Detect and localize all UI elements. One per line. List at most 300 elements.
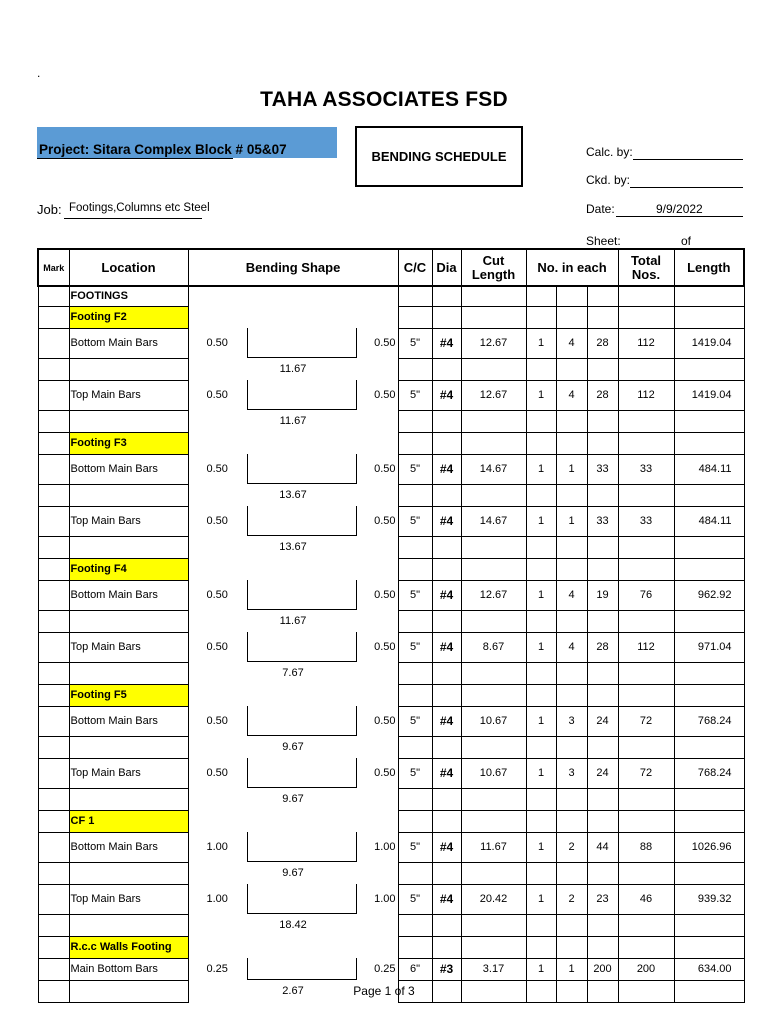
left-hook-length: 0.50 xyxy=(206,515,228,527)
total-nos-line2: Nos. xyxy=(631,266,661,282)
bending-shape-cell xyxy=(188,958,398,980)
cell xyxy=(556,358,587,380)
cut-length-cell: 14.67 xyxy=(461,454,526,484)
section-label: Footing F3 xyxy=(69,432,188,454)
cell xyxy=(398,936,432,958)
bending-shape-cell xyxy=(188,632,398,662)
cell xyxy=(526,810,556,832)
location-cell: Top Main Bars xyxy=(69,506,188,536)
cell xyxy=(188,306,398,328)
cell xyxy=(556,914,587,936)
total-nos-cell: 72 xyxy=(618,758,674,788)
cell xyxy=(432,410,461,432)
cell xyxy=(188,810,398,832)
cell xyxy=(432,736,461,758)
cell xyxy=(526,286,556,306)
cc-cell: 5" xyxy=(398,832,432,862)
no-each-2-cell: 3 xyxy=(556,758,587,788)
bar-row xyxy=(38,706,744,736)
section-label: R.c.c Walls Footing xyxy=(69,936,188,958)
total-nos-cell: 112 xyxy=(618,632,674,662)
project-name: Project: Sitara Complex Block # 05&07 xyxy=(39,142,287,157)
bar-length-row xyxy=(38,536,744,558)
cell xyxy=(587,306,618,328)
no-each-1-cell: 1 xyxy=(526,632,556,662)
cell xyxy=(618,286,674,306)
ckd-by-line xyxy=(630,187,743,188)
mark-cell xyxy=(38,580,69,610)
cell xyxy=(398,536,432,558)
cut-length-line1: Cut xyxy=(482,252,505,268)
cell xyxy=(38,788,69,810)
cell xyxy=(398,914,432,936)
cell xyxy=(432,788,461,810)
cell xyxy=(188,432,398,454)
cell xyxy=(38,936,69,958)
date-label: Date: xyxy=(586,202,615,216)
cut-length-cell: 8.67 xyxy=(461,632,526,662)
cc-cell: 5" xyxy=(398,632,432,662)
cut-length-cell: 20.42 xyxy=(461,884,526,914)
bar-length-row xyxy=(38,862,744,884)
section-label: CF 1 xyxy=(69,810,188,832)
cell xyxy=(618,662,674,684)
bar-row xyxy=(38,884,744,914)
cell xyxy=(587,484,618,506)
total-nos-cell: 46 xyxy=(618,884,674,914)
cell xyxy=(461,536,526,558)
straight-length: 11.67 xyxy=(188,410,398,432)
cell xyxy=(674,536,744,558)
cut-length-cell: 3.17 xyxy=(461,958,526,980)
bar-shape-icon xyxy=(247,832,357,862)
cc-cell: 5" xyxy=(398,454,432,484)
cell xyxy=(556,810,587,832)
cell xyxy=(618,432,674,454)
cell xyxy=(674,788,744,810)
cell xyxy=(556,610,587,632)
total-nos-cell: 112 xyxy=(618,380,674,410)
bending-shape-cell xyxy=(188,706,398,736)
mark-cell xyxy=(38,958,69,980)
cell xyxy=(69,358,188,380)
bar-length-row xyxy=(38,410,744,432)
mark-cell xyxy=(38,328,69,358)
cell xyxy=(526,484,556,506)
location-cell: Bottom Main Bars xyxy=(69,328,188,358)
cell xyxy=(587,736,618,758)
cell xyxy=(674,936,744,958)
cell xyxy=(461,558,526,580)
cell xyxy=(526,662,556,684)
dia-cell: #3 xyxy=(432,958,461,980)
cell xyxy=(526,410,556,432)
right-hook-length: 0.50 xyxy=(374,589,396,601)
bar-shape-icon xyxy=(247,758,357,788)
cell xyxy=(69,410,188,432)
length-cell: 768.24 xyxy=(674,706,744,736)
bending-shape-cell xyxy=(188,506,398,536)
cell xyxy=(526,358,556,380)
cell xyxy=(398,862,432,884)
cell xyxy=(432,558,461,580)
cell xyxy=(461,358,526,380)
cell xyxy=(526,684,556,706)
cell xyxy=(398,684,432,706)
cell xyxy=(587,358,618,380)
cell xyxy=(674,484,744,506)
cc-cell: 5" xyxy=(398,506,432,536)
mark-cell xyxy=(38,884,69,914)
ckd-by-label: Ckd. by: xyxy=(586,173,631,187)
mark-cell xyxy=(38,758,69,788)
cell xyxy=(674,286,744,306)
page-footer: Page 1 of 3 xyxy=(353,984,415,998)
col-cc: C/C xyxy=(398,249,432,286)
cell xyxy=(38,810,69,832)
cell xyxy=(38,862,69,884)
length-cell: 971.04 xyxy=(674,632,744,662)
cell xyxy=(618,810,674,832)
no-each-3-cell: 28 xyxy=(587,632,618,662)
col-location: Location xyxy=(69,249,188,286)
cell xyxy=(461,810,526,832)
project-banner xyxy=(37,127,337,158)
cell xyxy=(526,914,556,936)
no-each-1-cell: 1 xyxy=(526,580,556,610)
cell xyxy=(556,736,587,758)
section-row xyxy=(38,432,744,454)
cut-length-cell: 12.67 xyxy=(461,328,526,358)
cell xyxy=(674,914,744,936)
no-each-1-cell: 1 xyxy=(526,832,556,862)
length-cell: 1419.04 xyxy=(674,380,744,410)
bar-row xyxy=(38,832,744,862)
section-title: FOOTINGS xyxy=(69,286,188,306)
cell xyxy=(398,484,432,506)
no-each-3-cell: 33 xyxy=(587,506,618,536)
cell xyxy=(69,484,188,506)
cell xyxy=(38,684,69,706)
left-hook-length: 1.00 xyxy=(206,893,228,905)
location-cell: Bottom Main Bars xyxy=(69,706,188,736)
cell xyxy=(526,306,556,328)
no-each-3-cell: 23 xyxy=(587,884,618,914)
right-hook-length: 1.00 xyxy=(374,841,396,853)
no-each-2-cell: 4 xyxy=(556,632,587,662)
section-row xyxy=(38,684,744,706)
length-cell: 484.11 xyxy=(674,506,744,536)
cell xyxy=(398,810,432,832)
cut-length-cell: 10.67 xyxy=(461,758,526,788)
cell xyxy=(432,936,461,958)
date-value: 9/9/2022 xyxy=(656,202,703,216)
straight-length: 13.67 xyxy=(188,484,398,506)
cut-length-cell: 11.67 xyxy=(461,832,526,862)
cell xyxy=(556,936,587,958)
bending-shape-cell xyxy=(188,580,398,610)
bending-shape-cell xyxy=(188,832,398,862)
cell xyxy=(432,484,461,506)
no-each-3-cell: 19 xyxy=(587,580,618,610)
dia-cell: #4 xyxy=(432,884,461,914)
cell xyxy=(38,484,69,506)
no-each-2-cell: 4 xyxy=(556,580,587,610)
no-each-1-cell: 1 xyxy=(526,454,556,484)
project-underline xyxy=(37,158,233,159)
cell xyxy=(618,484,674,506)
location-cell: Top Main Bars xyxy=(69,884,188,914)
total-nos-cell: 33 xyxy=(618,506,674,536)
bar-row xyxy=(38,454,744,484)
bar-length-row xyxy=(38,662,744,684)
dia-cell: #4 xyxy=(432,758,461,788)
cell xyxy=(38,662,69,684)
cell xyxy=(398,662,432,684)
length-cell: 962.92 xyxy=(674,580,744,610)
cell xyxy=(526,936,556,958)
cell xyxy=(618,736,674,758)
cell xyxy=(587,610,618,632)
right-hook-length: 0.25 xyxy=(374,963,396,975)
length-cell: 1026.96 xyxy=(674,832,744,862)
cell xyxy=(432,536,461,558)
location-cell: Main Bottom Bars xyxy=(69,958,188,980)
left-hook-length: 0.50 xyxy=(206,337,228,349)
cell xyxy=(398,306,432,328)
cell xyxy=(556,410,587,432)
cell xyxy=(432,862,461,884)
cell xyxy=(461,914,526,936)
cell xyxy=(618,306,674,328)
location-cell: Bottom Main Bars xyxy=(69,454,188,484)
cc-cell: 5" xyxy=(398,380,432,410)
cell xyxy=(461,286,526,306)
date-line xyxy=(616,216,743,217)
schedule-title: BENDING SCHEDULE xyxy=(371,149,507,164)
cell xyxy=(69,536,188,558)
cell xyxy=(674,810,744,832)
col-dia: Dia xyxy=(432,249,461,286)
cell xyxy=(587,662,618,684)
total-nos-cell: 33 xyxy=(618,454,674,484)
bar-shape-icon xyxy=(247,328,357,358)
no-each-1-cell: 1 xyxy=(526,328,556,358)
right-hook-length: 0.50 xyxy=(374,463,396,475)
bending-shape-cell xyxy=(188,758,398,788)
schedule-title-box xyxy=(355,126,523,187)
dia-cell: #4 xyxy=(432,632,461,662)
bar-length-row xyxy=(38,484,744,506)
cell xyxy=(69,610,188,632)
straight-length: 9.67 xyxy=(188,862,398,884)
cc-cell: 5" xyxy=(398,706,432,736)
bending-shape-cell xyxy=(188,884,398,914)
cell xyxy=(398,558,432,580)
dia-cell: #4 xyxy=(432,832,461,862)
no-each-3-cell: 33 xyxy=(587,454,618,484)
cell xyxy=(556,788,587,810)
no-each-3-cell: 28 xyxy=(587,380,618,410)
dia-cell: #4 xyxy=(432,706,461,736)
mark-cell xyxy=(38,632,69,662)
mark-cell xyxy=(38,706,69,736)
bar-row xyxy=(38,580,744,610)
of-label: of xyxy=(681,234,692,248)
straight-length: 11.67 xyxy=(188,610,398,632)
straight-length: 9.67 xyxy=(188,788,398,810)
cell xyxy=(674,358,744,380)
cell xyxy=(674,410,744,432)
left-hook-length: 0.50 xyxy=(206,463,228,475)
cell xyxy=(587,410,618,432)
cell xyxy=(587,684,618,706)
cell xyxy=(38,536,69,558)
cell xyxy=(38,432,69,454)
left-hook-length: 0.50 xyxy=(206,389,228,401)
cell xyxy=(69,788,188,810)
title-row xyxy=(38,286,744,306)
cc-cell: 6" xyxy=(398,958,432,980)
no-each-2-cell: 1 xyxy=(556,454,587,484)
mark-cell xyxy=(38,454,69,484)
bar-length-row xyxy=(38,736,744,758)
cell xyxy=(461,410,526,432)
cc-cell: 5" xyxy=(398,758,432,788)
right-hook-length: 0.50 xyxy=(374,515,396,527)
col-cut-length xyxy=(461,249,526,286)
cc-cell: 5" xyxy=(398,580,432,610)
right-hook-length: 0.50 xyxy=(374,767,396,779)
section-row xyxy=(38,306,744,328)
cell xyxy=(618,936,674,958)
cell xyxy=(461,936,526,958)
company-title: TAHA ASSOCIATES FSD xyxy=(260,88,508,111)
dia-cell: #4 xyxy=(432,454,461,484)
cell xyxy=(461,484,526,506)
cell xyxy=(38,358,69,380)
section-label: Footing F4 xyxy=(69,558,188,580)
length-cell: 484.11 xyxy=(674,454,744,484)
cell xyxy=(398,410,432,432)
cell xyxy=(69,662,188,684)
cell xyxy=(556,662,587,684)
cell xyxy=(432,662,461,684)
cell xyxy=(38,286,69,306)
cell xyxy=(398,358,432,380)
cell xyxy=(526,862,556,884)
right-hook-length: 0.50 xyxy=(374,641,396,653)
dia-cell: #4 xyxy=(432,506,461,536)
cell xyxy=(587,536,618,558)
no-each-1-cell: 1 xyxy=(526,506,556,536)
length-cell: 939.32 xyxy=(674,884,744,914)
bending-shape-cell xyxy=(188,380,398,410)
length-cell: 1419.04 xyxy=(674,328,744,358)
bar-row xyxy=(38,958,744,980)
cell xyxy=(556,536,587,558)
cell xyxy=(432,684,461,706)
cell xyxy=(461,684,526,706)
cell xyxy=(38,306,69,328)
cell xyxy=(674,432,744,454)
cell xyxy=(461,432,526,454)
no-each-1-cell: 1 xyxy=(526,758,556,788)
left-hook-length: 0.25 xyxy=(206,963,228,975)
bar-length-row xyxy=(38,610,744,632)
total-nos-cell: 88 xyxy=(618,832,674,862)
col-no-in-each: No. in each xyxy=(526,249,618,286)
right-hook-length: 0.50 xyxy=(374,389,396,401)
section-row xyxy=(38,936,744,958)
cell xyxy=(432,610,461,632)
cell xyxy=(526,536,556,558)
no-each-2-cell: 2 xyxy=(556,884,587,914)
length-cell: 768.24 xyxy=(674,758,744,788)
location-cell: Top Main Bars xyxy=(69,632,188,662)
no-each-3-cell: 28 xyxy=(587,328,618,358)
cell xyxy=(618,558,674,580)
cell xyxy=(526,432,556,454)
cell xyxy=(556,286,587,306)
straight-length: 2.67 xyxy=(188,980,398,1002)
cell xyxy=(38,558,69,580)
cut-length-cell: 12.67 xyxy=(461,580,526,610)
cell xyxy=(432,306,461,328)
cell xyxy=(461,662,526,684)
cell xyxy=(526,610,556,632)
bar-length-row xyxy=(38,788,744,810)
cell xyxy=(587,862,618,884)
dia-cell: #4 xyxy=(432,380,461,410)
dia-cell: #4 xyxy=(432,328,461,358)
dia-cell: #4 xyxy=(432,580,461,610)
bar-shape-icon xyxy=(247,884,357,914)
right-hook-length: 1.00 xyxy=(374,893,396,905)
cell xyxy=(188,286,398,306)
cell xyxy=(587,432,618,454)
cell xyxy=(432,358,461,380)
mark-cell xyxy=(38,380,69,410)
col-bending-shape: Bending Shape xyxy=(188,249,398,286)
cell xyxy=(526,558,556,580)
bending-schedule-table xyxy=(37,248,745,1003)
left-hook-length: 0.50 xyxy=(206,589,228,601)
cell xyxy=(461,788,526,810)
cell xyxy=(38,610,69,632)
mark-cell xyxy=(38,832,69,862)
cell xyxy=(398,286,432,306)
job-value: Footings,Columns etc Steel xyxy=(69,202,210,214)
header-row xyxy=(38,249,744,286)
cell xyxy=(188,936,398,958)
no-each-1-cell: 1 xyxy=(526,884,556,914)
straight-length: 13.67 xyxy=(188,536,398,558)
bar-length-row xyxy=(38,358,744,380)
location-cell: Top Main Bars xyxy=(69,380,188,410)
cell xyxy=(618,788,674,810)
total-nos-line1: Total xyxy=(630,252,662,268)
cell xyxy=(587,810,618,832)
bar-shape-icon xyxy=(247,506,357,536)
location-cell: Bottom Main Bars xyxy=(69,832,188,862)
cell xyxy=(188,684,398,706)
cell xyxy=(526,788,556,810)
cell xyxy=(432,432,461,454)
cell xyxy=(432,286,461,306)
bar-shape-icon xyxy=(247,580,357,610)
cut-length-cell: 12.67 xyxy=(461,380,526,410)
